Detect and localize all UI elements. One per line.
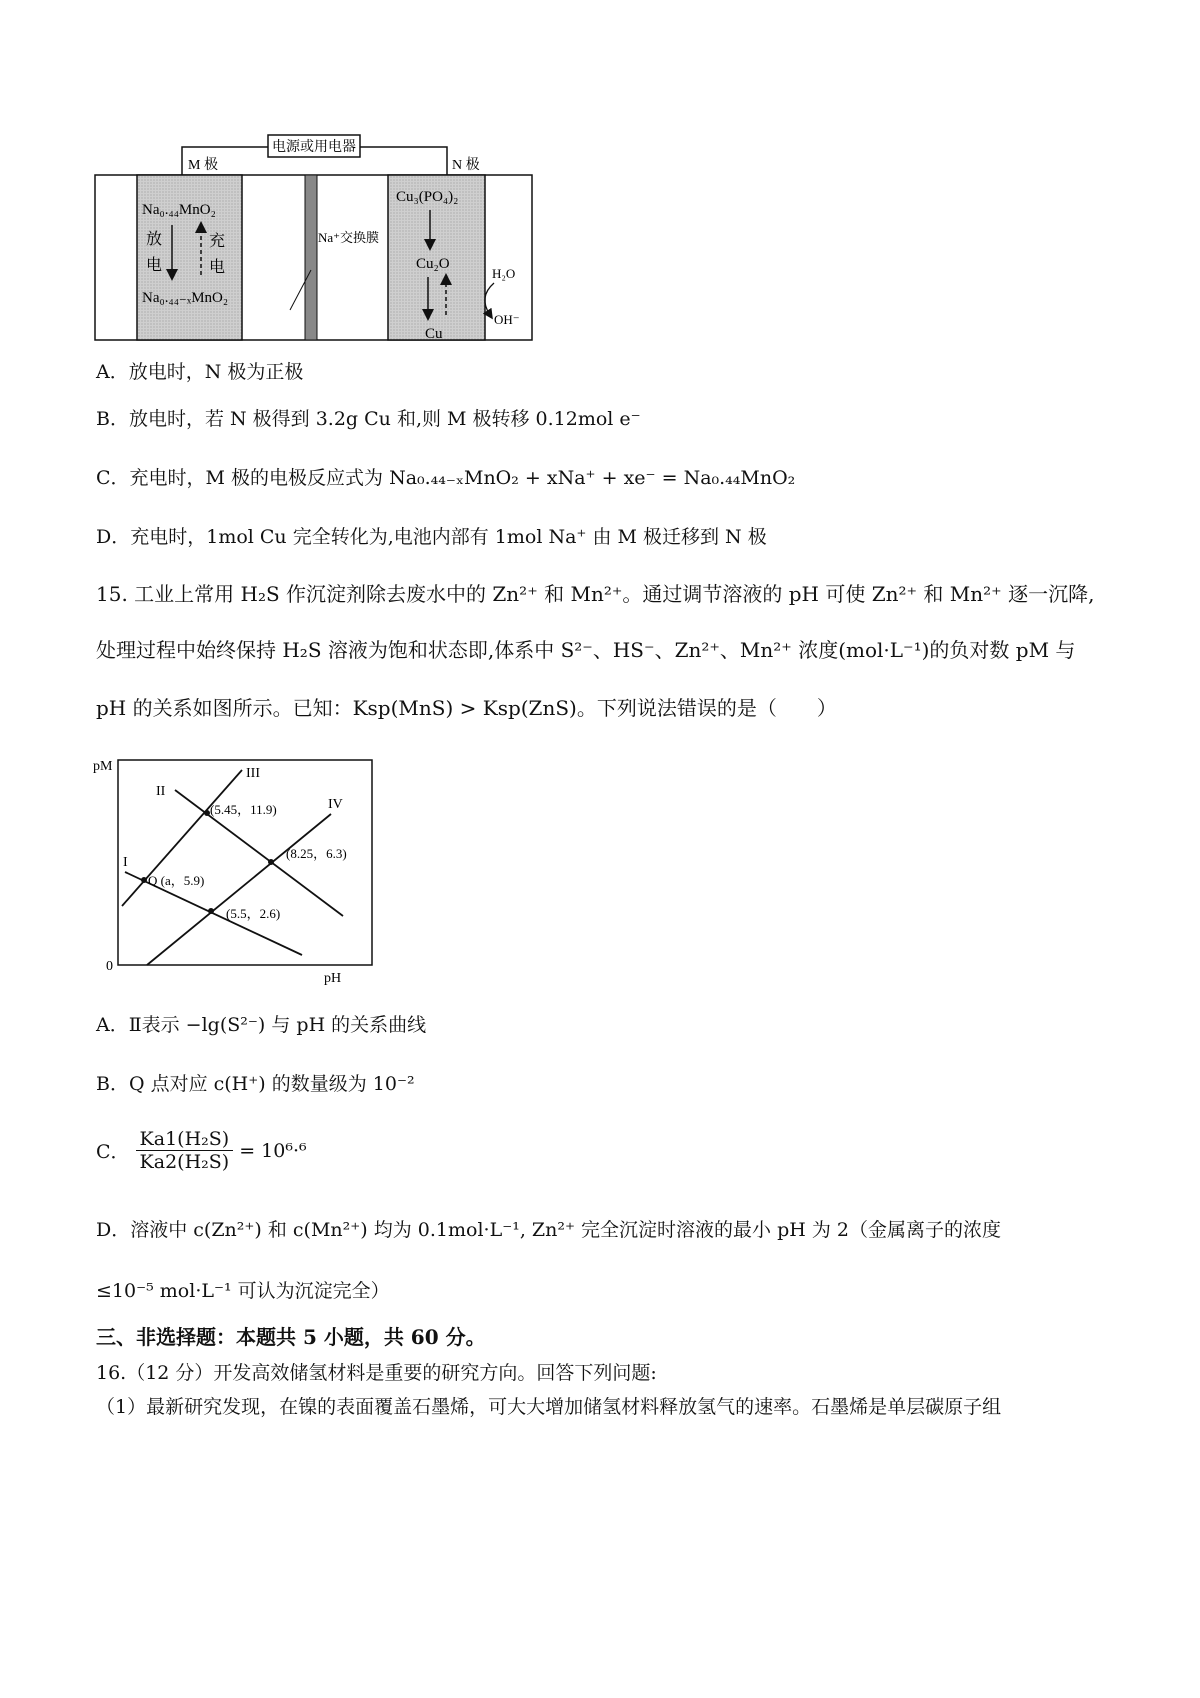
m-electrode-label: M 极 xyxy=(188,158,218,173)
q14-option-a: A．放电时，N 极为正极 xyxy=(96,361,304,383)
membrane xyxy=(305,175,317,340)
point-5.5-2.6 xyxy=(208,908,214,914)
hydroxide-label: OH⁻ xyxy=(494,312,520,327)
x-axis-label: pH xyxy=(324,971,342,986)
q14-option-d: D．充电时，1mol Cu 完全转化为,电池内部有 1mol Na⁺ 由 M 极迁移到 N 极 xyxy=(96,526,767,548)
q14-option-c: C．充电时，M 极的电极反应式为 Na₀.₄₄₋ₓMnO₂ + xNa⁺ + xe⁻ = Na₀.₄₄MnO₂ xyxy=(96,467,796,489)
fraction-denominator: Ka2(H₂S) xyxy=(139,1151,230,1173)
q16-line-2: （1）最新研究发现，在镍的表面覆盖石墨烯，可大大增加储氢材料释放氢气的速率。石墨烯是单层碳原子组 xyxy=(96,1396,1002,1418)
q16-line-1: 16.（12 分）开发高效储氢材料是重要的研究方向。回答下列问题: xyxy=(96,1362,657,1384)
annot-5.45-11.9: (5.45，11.9) xyxy=(210,802,277,817)
q15-option-d-line-1: D．溶液中 c(Zn²⁺) 和 c(Mn²⁺) 均为 0.1mol·L⁻¹, Zn²⁺ 完全沉淀时溶液的最小 pH 为 2（金属离子的浓度 xyxy=(96,1219,1001,1241)
discharge-char-1: 放 xyxy=(146,231,163,248)
label-curve-i: I xyxy=(123,855,128,870)
label-curve-iv: IV xyxy=(328,797,343,812)
fraction-numerator: Ka1(H₂S) xyxy=(139,1128,230,1150)
q15-stem-line-1: 15. 工业上常用 H₂S 作沉淀剂除去废水中的 Zn²⁺ 和 Mn²⁺。通过调节溶液的 pH 可使 Zn²⁺ 和 Mn²⁺ 逐一沉降, xyxy=(96,582,1095,606)
q15-option-b: B．Q 点对应 c(H⁺) 的数量级为 10⁻² xyxy=(96,1073,415,1095)
q15-option-d-line-2: ≤10⁻⁵ mol·L⁻¹ 可认为沉淀完全） xyxy=(96,1280,390,1302)
section-heading: 三、非选择题：本题共 5 小题，共 60 分。 xyxy=(96,1325,486,1349)
discharge-char-2: 电 xyxy=(146,257,163,274)
q15-option-c-prefix: C． xyxy=(96,1141,130,1163)
curve-iv xyxy=(147,814,331,965)
label-curve-iii: III xyxy=(246,766,260,781)
origin-label: 0 xyxy=(106,959,113,974)
annot-5.5-2.6: (5.5，2.6) xyxy=(226,906,281,921)
label-curve-ii: II xyxy=(156,784,166,799)
pm-ph-chart xyxy=(90,750,390,990)
annot-q: Q (a，5.9) xyxy=(148,873,205,888)
point-8.25-6.3 xyxy=(268,859,274,865)
membrane-label: Na⁺交换膜 xyxy=(318,230,380,245)
left-bottom-formula: Na₀.₄₄₋ₓMnO₂ xyxy=(142,290,229,306)
battery-diagram xyxy=(90,125,550,350)
right-top-formula: Cu₃(PO₄)₂ xyxy=(396,189,459,205)
q14-option-b: B．放电时，若 N 极得到 3.2g Cu 和,则 M 极转移 0.12mol e⁻ xyxy=(96,408,641,430)
q15-option-c xyxy=(96,1128,307,1173)
right-bottom-formula: Cu xyxy=(425,326,443,342)
point-q xyxy=(141,877,147,883)
q15-stem-line-2: 处理过程中始终保持 H₂S 溶液为饱和状态即,体系中 S²⁻、HS⁻、Zn²⁺、Mn²⁺ 浓度(mol·L⁻¹)的负对数 pM 与 xyxy=(96,638,1076,662)
annot-8.25-6.3: (8.25，6.3) xyxy=(286,846,347,861)
left-top-formula: Na₀.₄₄MnO₂ xyxy=(142,202,216,218)
q15-stem-line-3: pH 的关系如图所示。已知：Ksp(MnS) > Ksp(ZnS)。下列说法错误的是（ ） xyxy=(96,696,837,720)
water-label: H₂O xyxy=(492,266,516,281)
charge-char-2: 电 xyxy=(209,259,226,276)
power-label: 电源或用电器 xyxy=(272,140,356,155)
right-mid-formula: Cu₂O xyxy=(416,256,450,272)
n-electrode-label: N 极 xyxy=(452,158,480,173)
fraction xyxy=(136,1128,234,1173)
q15-option-c-rhs: = 10⁶·⁶ xyxy=(239,1139,307,1162)
y-axis-label: pM xyxy=(93,759,113,774)
charge-char-1: 充 xyxy=(209,233,226,250)
q15-option-a: A．Ⅱ表示 −lg(S²⁻) 与 pH 的关系曲线 xyxy=(96,1014,427,1036)
